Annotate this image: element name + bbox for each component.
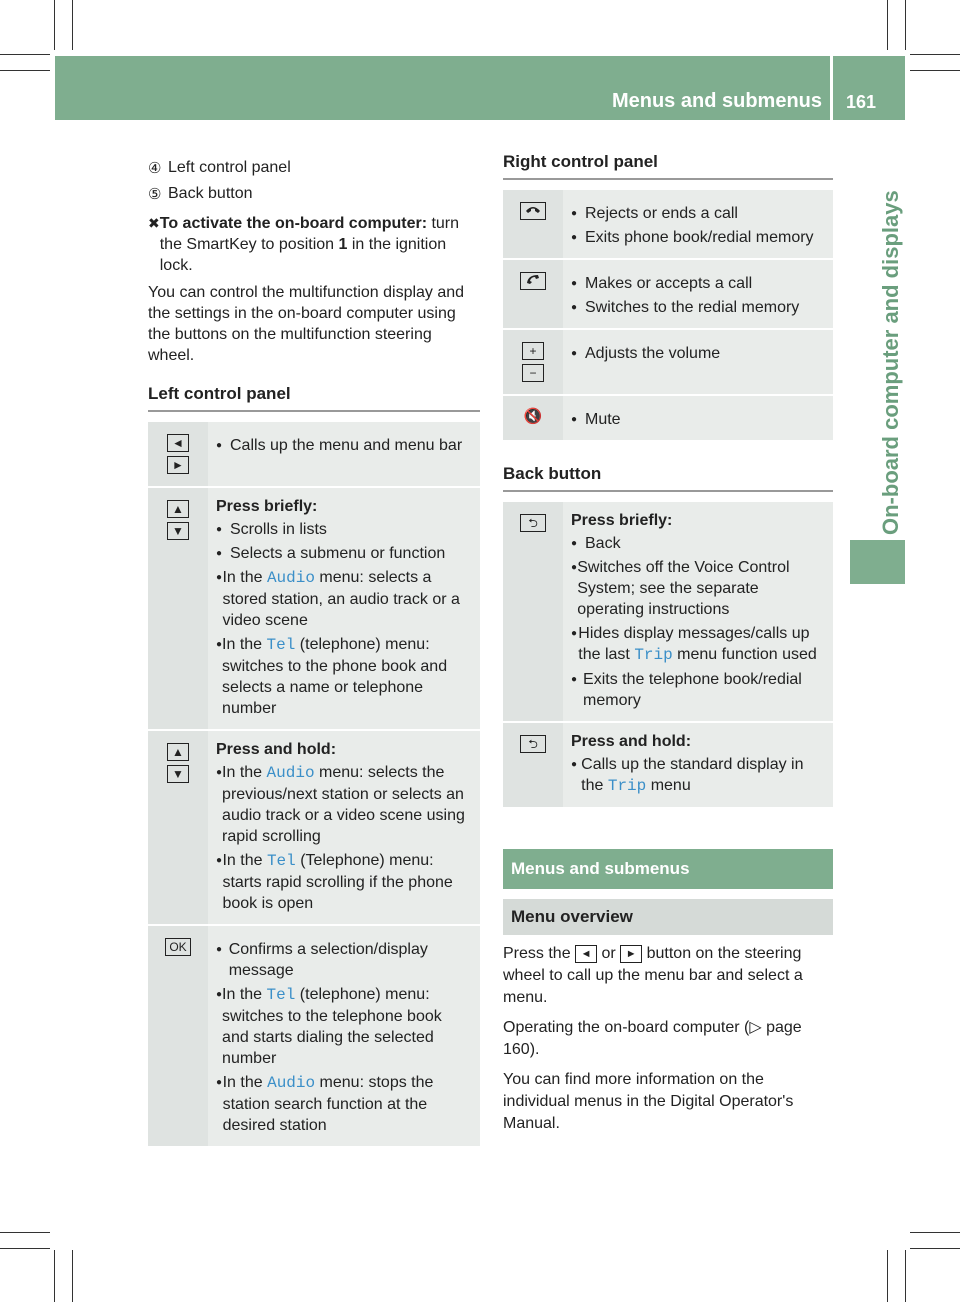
menu-name: Audio bbox=[266, 764, 315, 782]
back-button-table bbox=[503, 500, 833, 809]
crop-mark bbox=[0, 1232, 50, 1233]
list-item bbox=[571, 343, 825, 364]
legend-text: Back button bbox=[168, 185, 253, 202]
text-cell bbox=[563, 723, 833, 807]
list-item bbox=[571, 557, 825, 620]
instruction-lead: To activate the on-board computer: bbox=[159, 215, 428, 232]
icon-cell bbox=[148, 488, 208, 729]
table-row bbox=[503, 723, 833, 807]
list-item bbox=[216, 634, 472, 719]
table-row bbox=[503, 396, 833, 440]
icon-cell bbox=[503, 260, 563, 328]
bullet-icon: ● bbox=[216, 989, 223, 1000]
down-arrow-icon: ▼ bbox=[167, 522, 189, 540]
table-row bbox=[148, 422, 480, 486]
bullet-text: Confirms a selection/display message bbox=[228, 941, 428, 979]
instruction-text bbox=[160, 213, 480, 276]
bullet-text: Mute bbox=[585, 411, 621, 428]
left-panel-heading: Left control panel bbox=[148, 384, 480, 412]
list-item bbox=[216, 850, 472, 914]
list-item bbox=[216, 984, 472, 1069]
right-arrow-icon: ► bbox=[620, 945, 642, 963]
bullet-text: Makes or accepts a call bbox=[585, 275, 753, 292]
menu-name: Tel bbox=[266, 986, 296, 1004]
list-item bbox=[216, 567, 472, 631]
menu-name: Trip bbox=[634, 646, 673, 664]
right-arrow-icon: ► bbox=[167, 456, 189, 474]
icon-cell bbox=[503, 723, 563, 807]
menu-name: Audio bbox=[267, 1074, 316, 1092]
text-cell bbox=[563, 396, 833, 440]
legend-number: ④ bbox=[148, 160, 162, 177]
list-item bbox=[571, 669, 825, 711]
left-column bbox=[148, 155, 480, 1148]
text-cell bbox=[208, 731, 480, 924]
bullet-icon: ● bbox=[571, 302, 578, 313]
bullet-text: In the Tel (telephone) menu: switches to the telephone book and starts dialing the selected number bbox=[222, 986, 442, 1067]
bullet-icon: ● bbox=[571, 674, 578, 685]
bullet-text: Calls up the standard display in the Trip menu bbox=[581, 756, 804, 795]
header-separator bbox=[830, 56, 833, 120]
bullet-text: Rejects or ends a call bbox=[585, 205, 738, 222]
icon-cell bbox=[148, 926, 208, 1146]
instruction-step bbox=[148, 213, 480, 276]
table-row bbox=[503, 502, 833, 721]
crop-mark bbox=[887, 0, 888, 50]
up-arrow-icon: ▲ bbox=[167, 743, 189, 761]
back-button-heading: Back button bbox=[503, 464, 833, 492]
overview-text: button on the steering wheel to call up the menu bar and select a menu. bbox=[503, 945, 803, 1006]
bullet-icon: ● bbox=[571, 232, 578, 243]
right-panel-heading: Right control panel bbox=[503, 152, 833, 180]
mute-icon: 🔇 bbox=[523, 408, 543, 425]
left-control-table bbox=[148, 420, 480, 1148]
right-column bbox=[503, 152, 833, 1135]
text-cell bbox=[208, 422, 480, 486]
bullet-text: Adjusts the volume bbox=[585, 345, 721, 362]
text-cell bbox=[563, 260, 833, 328]
bullet-text: Selects a submenu or function bbox=[230, 545, 446, 562]
table-row bbox=[148, 926, 480, 1146]
instruction-tail: in the ignition lock. bbox=[159, 236, 447, 274]
list-item bbox=[216, 1072, 472, 1136]
bullet-text: Switches off the Voice Control System; see the separate operating instructions bbox=[577, 559, 790, 618]
bullet-text: Exits the telephone book/redial memory bbox=[583, 671, 802, 709]
bullet-text: Hides display messages/calls up the last Trip menu function used bbox=[578, 625, 817, 664]
overview-text: Press the bbox=[503, 945, 576, 962]
crop-mark bbox=[72, 1250, 73, 1302]
list-item bbox=[216, 543, 472, 564]
right-control-table bbox=[503, 188, 833, 442]
bullet-text: In the Tel (telephone) menu: switches to the phone book and selects a name or telephone number bbox=[222, 636, 448, 717]
overview-paragraph: You can find more information on the individual menus in the Digital Operator's Manual. bbox=[503, 1071, 794, 1132]
icon-cell bbox=[148, 731, 208, 924]
bullet-icon: ● bbox=[571, 414, 578, 425]
crop-mark bbox=[54, 0, 55, 50]
bullet-icon: ● bbox=[571, 208, 578, 219]
bullet-text: In the Audio menu: selects the previous/next station or selects an audio track or a video scene using rapid scrolling bbox=[222, 764, 465, 845]
menu-name: Tel bbox=[266, 852, 296, 870]
text-cell bbox=[563, 330, 833, 394]
section-title: Menus and submenus bbox=[503, 849, 833, 889]
crop-mark bbox=[72, 0, 73, 50]
bullet-icon: ● bbox=[571, 348, 578, 359]
crop-mark bbox=[910, 1232, 960, 1233]
page-reference[interactable]: Operating the on-board computer (▷ page 160). bbox=[503, 1019, 802, 1058]
row-title: Press and hold: bbox=[216, 741, 337, 758]
icon-cell bbox=[148, 422, 208, 486]
bullet-text: In the Audio menu: selects a stored station, an audio track or a video scene bbox=[222, 569, 460, 629]
crop-mark bbox=[0, 70, 50, 71]
icon-cell bbox=[503, 190, 563, 258]
legend-item bbox=[148, 155, 480, 181]
crop-mark bbox=[0, 1248, 50, 1249]
intro-paragraph: You can control the multifunction display and the settings in the on-board computer using the buttons on the multifunction steering wheel. bbox=[148, 284, 465, 364]
bullet-text: Scrolls in lists bbox=[230, 521, 327, 538]
legend-number: ⑤ bbox=[148, 186, 162, 203]
side-tab-marker bbox=[850, 540, 905, 584]
side-tab-label: On-board computer and displays bbox=[878, 190, 903, 535]
subsection-title: Menu overview bbox=[503, 899, 833, 935]
icon-cell bbox=[503, 502, 563, 721]
table-row bbox=[148, 731, 480, 924]
bullet-icon: ● bbox=[216, 639, 223, 650]
list-item bbox=[571, 273, 825, 294]
bullet-icon: ● bbox=[216, 572, 223, 583]
phone-icon bbox=[520, 272, 546, 290]
crop-mark bbox=[0, 54, 50, 55]
bullet-icon: ● bbox=[216, 1077, 223, 1088]
legend-item bbox=[148, 181, 480, 207]
menu-name: Audio bbox=[266, 569, 315, 587]
list-item bbox=[571, 623, 825, 666]
back-icon: ⮌ bbox=[520, 735, 546, 753]
list-item bbox=[571, 409, 825, 430]
bullet-icon: ● bbox=[216, 524, 223, 535]
bullet-icon: ● bbox=[216, 440, 223, 451]
bullet-text: In the Tel (Telephone) menu: starts rapid scrolling if the phone book is open bbox=[222, 852, 453, 912]
text-cell bbox=[563, 190, 833, 258]
volume-down-icon: − bbox=[522, 364, 544, 382]
list-item bbox=[216, 762, 472, 847]
arrow-icon: ✖ bbox=[148, 215, 160, 231]
list-item bbox=[571, 754, 825, 797]
bullet-text: Exits phone book/redial memory bbox=[585, 229, 814, 246]
page-title: Menus and submenus bbox=[611, 90, 822, 112]
text-cell bbox=[208, 926, 480, 1146]
list-item bbox=[571, 203, 825, 224]
overview-text: or bbox=[597, 945, 621, 962]
page-number: 161 bbox=[846, 92, 877, 112]
bullet-icon: ● bbox=[216, 944, 223, 955]
instruction-position: 1 bbox=[338, 236, 348, 253]
row-title: Press briefly: bbox=[216, 498, 318, 515]
crop-mark bbox=[905, 0, 906, 50]
list-item bbox=[216, 519, 472, 540]
list-item bbox=[216, 939, 472, 981]
row-title: Press and hold: bbox=[571, 733, 692, 750]
bullet-text: Calls up the menu and menu bar bbox=[230, 437, 463, 454]
bullet-icon: ● bbox=[571, 759, 578, 770]
table-row bbox=[503, 260, 833, 328]
back-icon: ⮌ bbox=[520, 514, 546, 532]
left-arrow-icon: ◄ bbox=[167, 434, 189, 452]
down-arrow-icon: ▼ bbox=[167, 765, 189, 783]
instruction-body: turn the SmartKey to position bbox=[159, 215, 460, 253]
table-row bbox=[503, 330, 833, 394]
up-arrow-icon: ▲ bbox=[167, 500, 189, 518]
bullet-text: Back bbox=[585, 535, 621, 552]
bullet-icon: ● bbox=[571, 562, 578, 573]
table-row bbox=[148, 488, 480, 729]
bullet-text: Switches to the redial memory bbox=[585, 299, 800, 316]
list-item bbox=[571, 297, 825, 318]
ok-button-icon: OK bbox=[165, 938, 191, 956]
crop-mark bbox=[910, 1248, 960, 1249]
text-cell bbox=[208, 488, 480, 729]
crop-mark bbox=[54, 1250, 55, 1302]
overview-paragraph bbox=[503, 943, 833, 1009]
bullet-icon: ● bbox=[571, 538, 578, 549]
bullet-icon: ● bbox=[216, 855, 223, 866]
bullet-icon: ● bbox=[216, 548, 223, 559]
icon-cell bbox=[503, 330, 563, 394]
icon-cell bbox=[503, 396, 563, 440]
menu-name: Trip bbox=[607, 777, 647, 795]
crop-mark bbox=[905, 1250, 906, 1302]
menu-name: Tel bbox=[266, 636, 296, 654]
list-item bbox=[216, 435, 472, 456]
list-item bbox=[571, 533, 825, 554]
table-row bbox=[503, 190, 833, 258]
bullet-text: In the Audio menu: stops the station search function at the desired station bbox=[222, 1074, 434, 1134]
left-arrow-icon: ◄ bbox=[575, 945, 597, 963]
crop-mark bbox=[910, 54, 960, 55]
volume-up-icon: + bbox=[522, 342, 544, 360]
row-title: Press briefly: bbox=[571, 512, 673, 529]
crop-mark bbox=[910, 70, 960, 71]
bullet-icon: ● bbox=[216, 767, 223, 778]
hangup-icon bbox=[520, 202, 546, 220]
text-cell bbox=[563, 502, 833, 721]
bullet-icon: ● bbox=[571, 628, 578, 639]
list-item bbox=[571, 227, 825, 248]
bullet-icon: ● bbox=[571, 278, 578, 289]
crop-mark bbox=[887, 1250, 888, 1302]
legend-text: Left control panel bbox=[168, 159, 291, 176]
